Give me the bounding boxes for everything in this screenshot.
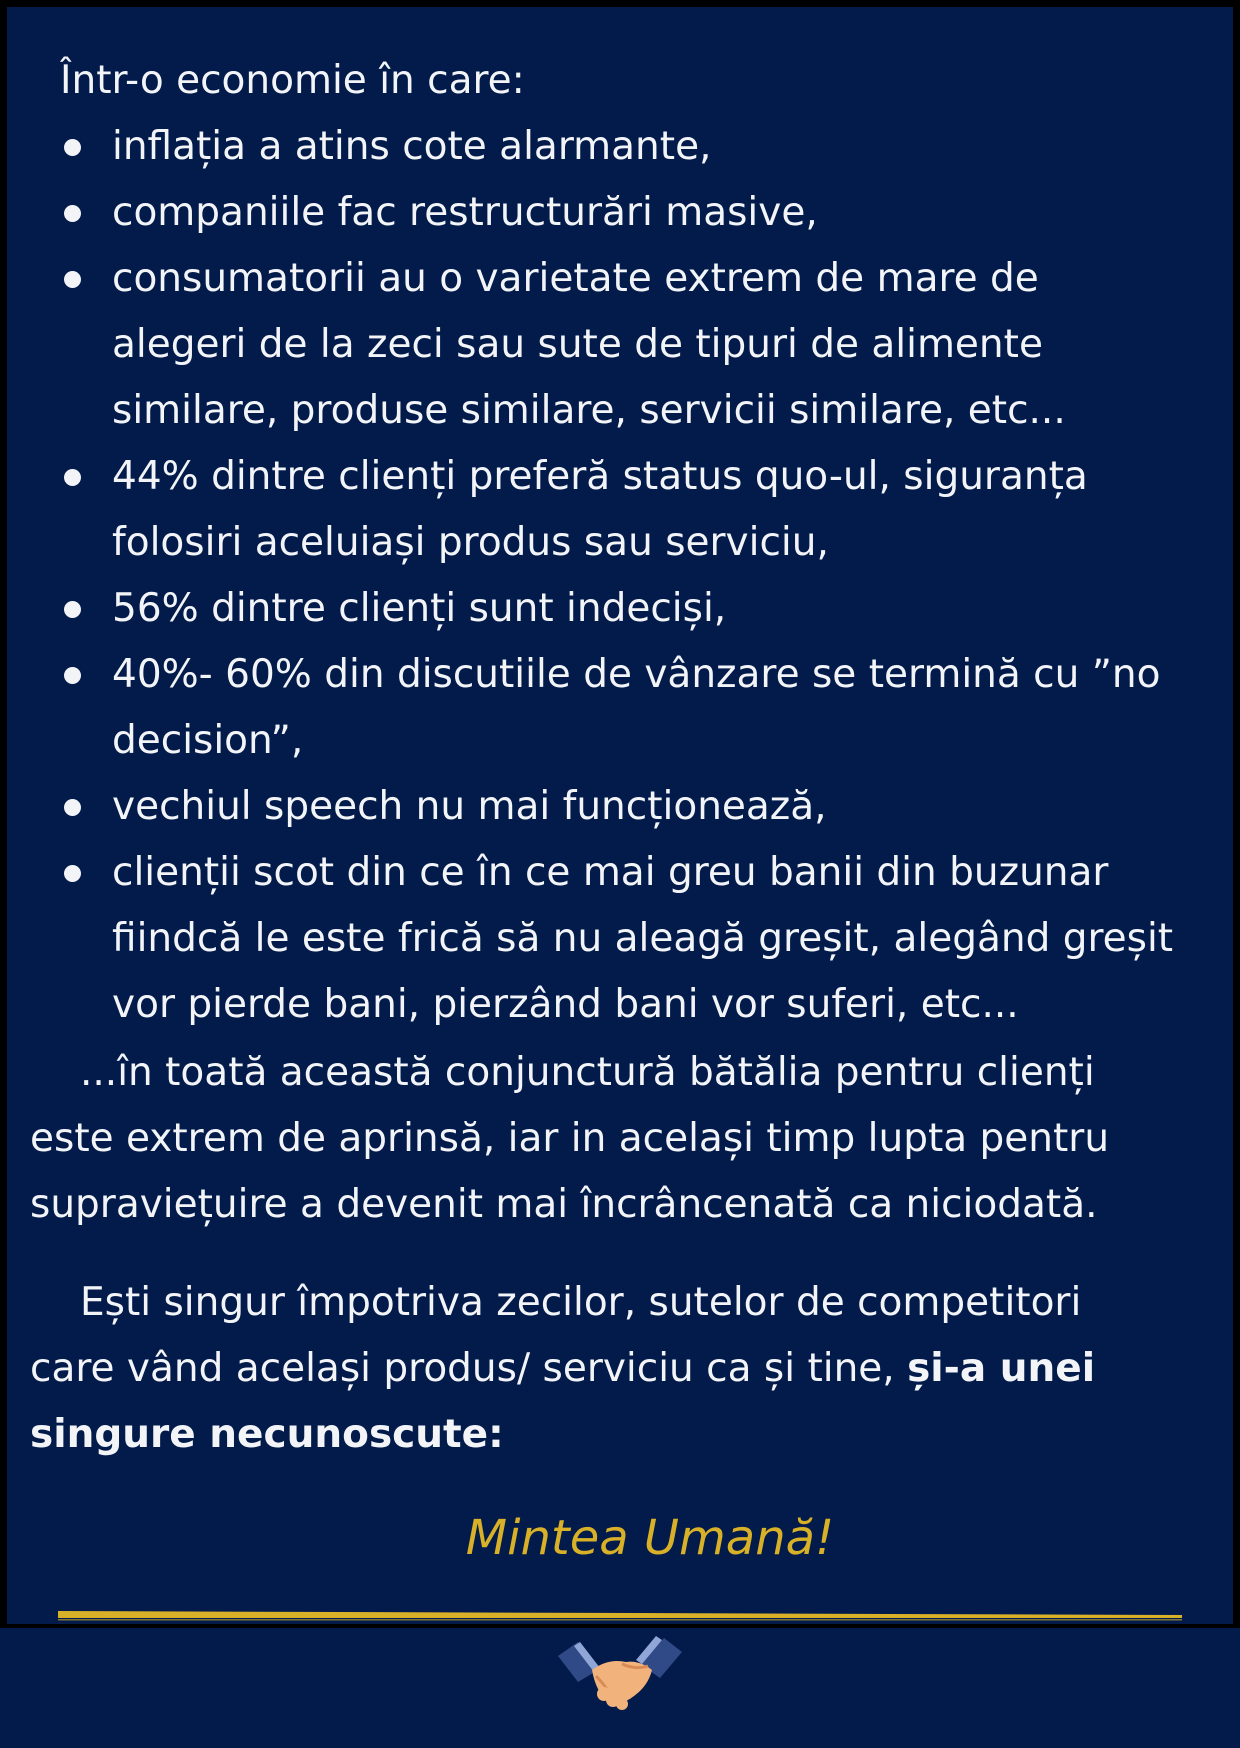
list-item	[0, 840, 1230, 1038]
competitors-line-bold: și-a unei	[907, 1346, 1096, 1391]
bullet-line: folosiri aceluiași produs sau serviciu,	[112, 520, 829, 565]
conclusion-line: este extrem de aprinsă, iar in același timp lupta pentru	[30, 1116, 1110, 1161]
bullet-dot	[64, 271, 81, 288]
bullet-dot	[64, 469, 81, 486]
list-item	[0, 114, 1230, 180]
competitors-line	[30, 1336, 1095, 1402]
competitors-line-regular: care vând același produs/ serviciu ca și tine,	[30, 1346, 908, 1391]
bullet-line: alegeri de la zeci sau sute de tipuri de alimente	[112, 322, 1043, 367]
handshake-icon	[552, 1636, 688, 1718]
bullet-line: consumatorii au o varietate extrem de mare de	[112, 256, 1039, 301]
list-item	[0, 246, 1230, 444]
highlight-text: Mintea Umană!	[465, 1510, 835, 1566]
conclusion-paragraph	[30, 1040, 1109, 1238]
bullet-dot	[64, 865, 81, 882]
bullet-line: 44% dintre clienți preferă status quo-ul, siguranța	[112, 454, 1088, 499]
conclusion-line: supraviețuire a devenit mai încrâncenată ca niciodată.	[30, 1182, 1098, 1227]
gold-divider	[58, 1609, 1182, 1621]
competitors-line: Ești singur împotriva zecilor, sutelor de competitori	[80, 1280, 1082, 1325]
list-item	[0, 774, 1230, 840]
bullet-line: fiindcă le este frică să nu aleagă greșit, alegând greșit	[112, 916, 1174, 961]
list-item	[0, 180, 1230, 246]
bullet-line: similare, produse similare, servicii similare, etc...	[112, 388, 1066, 433]
bullet-dot	[64, 205, 81, 222]
bullet-line: decision”,	[112, 718, 304, 763]
conclusion-line: ...în toată această conjunctură bătălia pentru clienți	[80, 1050, 1095, 1095]
bullet-dot	[64, 601, 81, 618]
bullet-list	[0, 114, 1230, 1038]
bullet-line: companiile fac restructurări masive,	[112, 190, 818, 235]
bullet-dot	[64, 139, 81, 156]
bullet-line: clienții scot din ce în ce mai greu banii din buzunar	[112, 850, 1109, 895]
bullet-line: vor pierde bani, pierzând bani vor suferi, etc...	[112, 982, 1019, 1027]
list-item	[0, 642, 1230, 774]
competitors-paragraph	[30, 1270, 1095, 1468]
bullet-dot	[64, 799, 81, 816]
bullet-line: 40%- 60% din discutiile de vânzare se termină cu ”no	[112, 652, 1161, 697]
bullet-line: vechiul speech nu mai funcționează,	[112, 784, 827, 829]
bullet-line: 56% dintre clienți sunt indeciși,	[112, 586, 727, 631]
intro-text: Într-o economie în care:	[60, 58, 525, 103]
bullet-dot	[64, 667, 81, 684]
list-item	[0, 444, 1230, 576]
bullet-line: inflația a atins cote alarmante,	[112, 124, 712, 169]
competitors-line-bold: singure necunoscute:	[30, 1412, 504, 1457]
list-item	[0, 576, 1230, 642]
